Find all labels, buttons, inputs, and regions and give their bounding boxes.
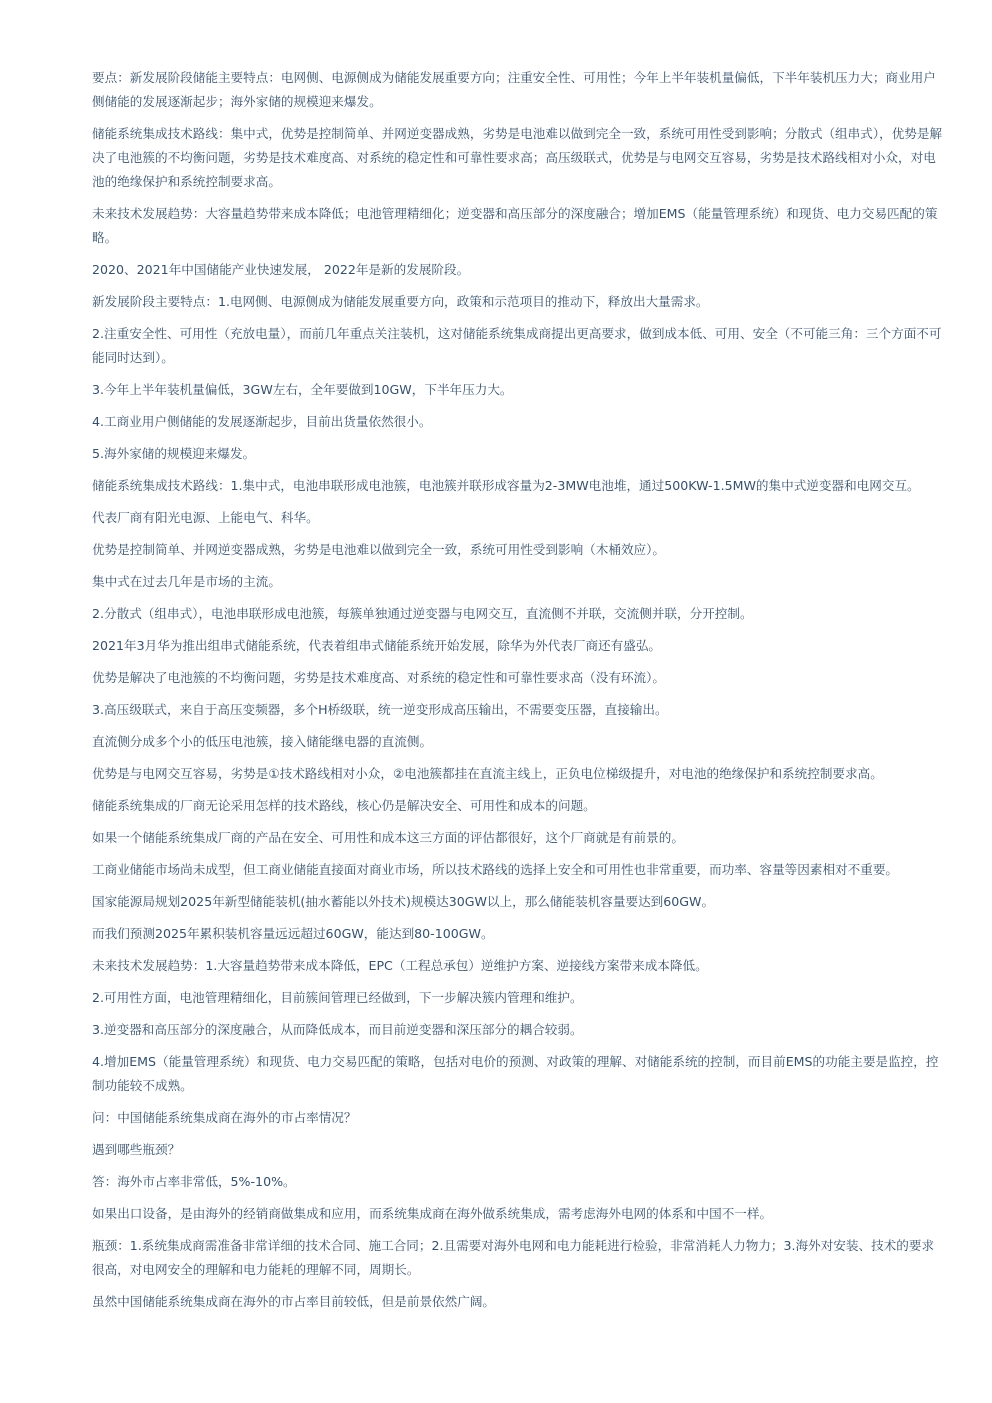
paragraph-summary: 要点：新发展阶段储能主要特点：电网侧、电源侧成为储能发展重要方向；注重安全性、可用性；今年上半年装机量偏低，下半年装机压力大；商业用户侧储能的发展逐渐起步；海外家储的规模迎来爆发。 <box>92 70 936 109</box>
paragraph: 而我们预测2025年累积装机容量远远超过60GW，能达到80-100GW。 <box>92 926 494 941</box>
paragraph: 工商业储能市场尚未成型，但工商业储能直接面对商业市场，所以技术路线的选择上安全和可用性也非常重要，而功率、容量等因素相对不重要。 <box>92 862 898 877</box>
paragraph: 未来技术发展趋势：1.大容量趋势带来成本降低，EPC（工程总承包）逆维护方案、逆接线方案带来成本降低。 <box>92 958 708 973</box>
paragraph: 虽然中国储能系统集成商在海外的市占率目前较低，但是前景依然广阔。 <box>92 1294 495 1309</box>
paragraph: 5.海外家储的规模迎来爆发。 <box>92 446 256 461</box>
paragraph: 优势是控制简单、并网逆变器成熟，劣势是电池难以做到完全一致，系统可用性受到影响（木桶效应）。 <box>92 542 666 557</box>
paragraph: 国家能源局规划2025年新型储能装机(抽水蓄能以外技术)规模达30GW以上，那么储能装机容量要达到60GW。 <box>92 894 715 909</box>
answer: 答：海外市占率非常低，5%-10%。 <box>92 1174 296 1189</box>
paragraph: 新发展阶段主要特点：1.电网侧、电源侧成为储能发展重要方向，政策和示范项目的推动下，释放出大量需求。 <box>92 294 709 309</box>
paragraph: 4.工商业用户侧储能的发展逐渐起步，目前出货量依然很小。 <box>92 414 432 429</box>
paragraph: 如果一个储能系统集成厂商的产品在安全、可用性和成本这三方面的评估都很好，这个厂商就是有前景的。 <box>92 830 684 845</box>
paragraph: 瓶颈：1.系统集成商需准备非常详细的技术合同、施工合同；2.且需要对海外电网和电力能耗进行检验，非常消耗人力物力；3.海外对安装、技术的要求很高，对电网安全的理解和电力能耗的理解不同，周期长。 <box>92 1238 935 1277</box>
paragraph: 优势是解决了电池簇的不均衡问题，劣势是技术难度高、对系统的稳定性和可靠性要求高（没有环流）。 <box>92 670 666 685</box>
paragraph: 3.逆变器和高压部分的深度融合，从而降低成本，而目前逆变器和深压部分的耦合较弱。 <box>92 1022 583 1037</box>
document-page <box>92 66 944 1322</box>
paragraph: 3.今年上半年装机量偏低，3GW左右，全年要做到10GW，下半年压力大。 <box>92 382 513 397</box>
paragraph: 2.分散式（组串式），电池串联形成电池簇，每簇单独通过逆变器与电网交互，直流侧不并联，交流侧并联，分开控制。 <box>92 606 753 621</box>
paragraph: 2020、2021年中国储能产业快速发展， 2022年是新的发展阶段。 <box>92 262 470 277</box>
paragraph-future-trends-summary: 未来技术发展趋势：大容量趋势带来成本降低；电池管理精细化；逆变器和高压部分的深度融合；增加EMS（能量管理系统）和现货、电力交易匹配的策略。 <box>92 206 938 245</box>
paragraph: 2.注重安全性、可用性（充放电量），而前几年重点关注装机，这对储能系统集成商提出更高要求，做到成本低、可用、安全（不可能三角：三个方面不可能同时达到）。 <box>92 326 942 365</box>
paragraph: 优势是与电网交互容易，劣势是①技术路线相对小众，②电池簇都挂在直流主线上，正负电位梯级提升，对电池的绝缘保护和系统控制要求高。 <box>92 766 883 781</box>
paragraph: 集中式在过去几年是市场的主流。 <box>92 574 281 589</box>
paragraph: 储能系统集成的厂商无论采用怎样的技术路线，核心仍是解决安全、可用性和成本的问题。 <box>92 798 596 813</box>
question: 遇到哪些瓶颈？ <box>92 1142 181 1157</box>
paragraph-tech-routes-summary: 储能系统集成技术路线：集中式，优势是控制简单、并网逆变器成熟，劣势是电池难以做到完全一致，系统可用性受到影响；分散式（组串式），优势是解决了电池簇的不均衡问题，劣势是技术难度高、对系统的稳定性和可靠性要求高；高压级联式，优势是与电网交互容易，劣势是技术路线相对小众，对电池的绝缘保护和系统控制要求高。 <box>92 126 943 189</box>
paragraph: 代表厂商有阳光电源、上能电气、科华。 <box>92 510 319 525</box>
paragraph: 3.高压级联式，来自于高压变频器，多个H桥级联，统一逆变形成高压输出，不需要变压器，直接输出。 <box>92 702 668 717</box>
paragraph: 2021年3月华为推出组串式储能系统，代表着组串式储能系统开始发展，除华为外代表厂商还有盛弘。 <box>92 638 662 653</box>
question: 问：中国储能系统集成商在海外的市占率情况？ <box>92 1110 357 1125</box>
paragraph: 如果出口设备，是由海外的经销商做集成和应用，而系统集成商在海外做系统集成，需考虑海外电网的体系和中国不一样。 <box>92 1206 773 1221</box>
paragraph: 2.可用性方面，电池管理精细化，目前簇间管理已经做到，下一步解决簇内管理和维护。 <box>92 990 583 1005</box>
paragraph: 直流侧分成多个小的低压电池簇，接入储能继电器的直流侧。 <box>92 734 433 749</box>
paragraph: 4.增加EMS（能量管理系统）和现货、电力交易匹配的策略，包括对电价的预测、对政策的理解、对储能系统的控制，而目前EMS的功能主要是监控，控制功能较不成熟。 <box>92 1054 939 1093</box>
paragraph: 储能系统集成技术路线：1.集中式，电池串联形成电池簇，电池簇并联形成容量为2-3MW电池堆，通过500KW-1.5MW的集中式逆变器和电网交互。 <box>92 478 920 493</box>
